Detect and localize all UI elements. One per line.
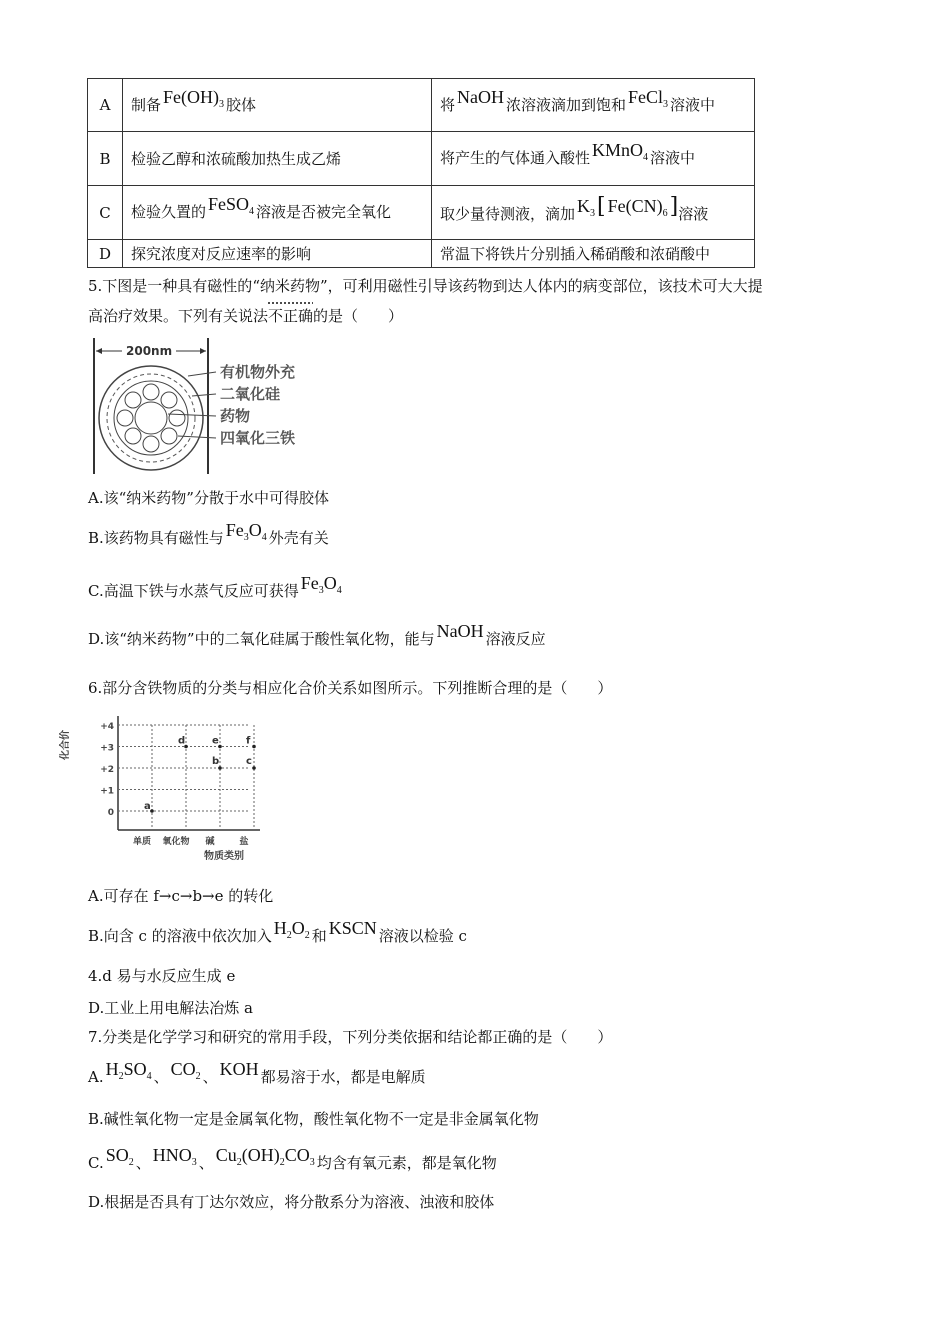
point-label-d: d: [178, 735, 186, 747]
row-operation: 常温下将铁片分别插入稀硝酸和浓硝酸中: [432, 240, 755, 268]
point-c: [252, 766, 256, 770]
row-key: B: [88, 132, 123, 186]
label-organic: 有机物外充: [220, 363, 296, 381]
point-label-f: f: [246, 735, 251, 747]
row-operation: 取少量待测液，滴加 $K_3$[ $Fe(CN)_6$]溶液: [432, 186, 755, 240]
q7-option-d: D.根据是否具有丁达尔效应，将分散系分为溶液、浊液和胶体: [88, 1193, 495, 1211]
q7-stem: 7.分类是化学学习和研究的常用手段，下列分类依据和结论都正确的是（ ）: [88, 1028, 613, 1046]
x-tick-label: 单质: [132, 837, 152, 847]
q5-option-d: D.该“纳米药物”中的二氧化硅属于酸性氧化物，能与 NaOH 溶液反应: [88, 621, 546, 648]
emphasis-dots: 不正确: [268, 307, 314, 325]
row-operation: 将 NaOH 浓溶液滴加到饱和 FeCl$_3$ 溶液中: [432, 79, 755, 132]
q6-stem: 6.部分含铁物质的分类与相应化合价关系如图所示。下列推断合理的是（ ）: [88, 679, 613, 697]
q5-option-c: C.高温下铁与水蒸气反应可获得 $Fe_3O_4$: [88, 573, 342, 600]
row-goal: 探究浓度对反应速率的影响: [123, 240, 432, 268]
label-silica: 二氧化硅: [220, 385, 281, 403]
x-tick-label: 氧化物: [162, 837, 190, 847]
nanoparticle-figure: [88, 334, 318, 478]
q6-option-b: B.向含 c 的溶液中依次加入 $H_2O_2$ 和 KSCN 溶液以检验 c: [88, 918, 467, 945]
q5-option-b: B.该药物具有磁性与 $Fe_3O_4$ 外壳有关: [88, 520, 329, 547]
y-tick-label: 0: [107, 808, 114, 818]
chart-xlabel: 物质类别: [204, 851, 244, 862]
row-key: D: [88, 240, 123, 268]
q7-option-b: B.碱性氧化物一定是金属氧化物，酸性氧化物不一定是非金属氧化物: [88, 1110, 539, 1128]
valence-chart: [60, 708, 268, 868]
y-tick-label: +1: [100, 786, 114, 797]
point-label-e: e: [212, 735, 219, 747]
label-drug: 药物: [220, 407, 251, 425]
y-tick-label: +4: [100, 722, 114, 732]
chart-grid: [118, 716, 260, 830]
q6-option-a: A.可存在 f→c→b→e 的转化: [88, 887, 274, 905]
point-label-b: b: [212, 756, 220, 767]
x-tick-label: 碱: [205, 837, 215, 847]
point-label-c: c: [246, 756, 252, 767]
table-row: [88, 240, 755, 268]
row-operation: 将产生的气体通入酸性 KMnO$_4$ 溶液中: [432, 132, 755, 186]
q7-option-a: A. $H_2SO_4$ 、 $CO_2$ 、 KOH 都易溶于水，都是电解质: [88, 1059, 426, 1086]
table-row: [88, 186, 755, 240]
row-goal: 检验久置的 FeSO$_4$ 溶液是否被完全氧化: [123, 186, 432, 240]
q6-option-c: 4.d 易与水反应生成 e: [88, 967, 236, 985]
point-label-a: a: [144, 801, 151, 812]
table-row: [88, 79, 755, 132]
q5-option-a: A.该“纳米药物”分散于水中可得胶体: [88, 489, 329, 507]
label-fe3o4: 四氧化三铁: [220, 429, 296, 447]
x-tick-label: 盐: [239, 837, 249, 847]
scale-label: 200nm: [126, 344, 173, 358]
point-f: [252, 745, 256, 749]
row-key: C: [88, 186, 123, 240]
q7-option-c: C. $SO_2$ 、 $HNO_3$ 、 $Cu_2(OH)_2CO_3$ 均含有氧元素，都是氧化物: [88, 1145, 497, 1172]
q5-stem-line1: 5.下图是一种具有磁性的“纳米药物”，可利用磁性引导该药物到达人体内的病变部位，该技术可大大提: [88, 277, 763, 295]
row-goal: 检验乙醇和浓硫酸加热生成乙烯: [123, 132, 432, 186]
row-key: A: [88, 79, 123, 132]
q5-stem-line2: 高治疗效果。下列有关说法不正确的是（ ）: [88, 307, 404, 325]
y-tick-label: +2: [100, 765, 114, 775]
row-goal: 制备 $Fe(OH)_3$ 胶体: [123, 79, 432, 132]
experiment-table: [87, 78, 755, 268]
table-row: [88, 132, 755, 186]
y-tick-label: +3: [100, 743, 114, 754]
q6-option-d: D.工业上用电解法冶炼 a: [88, 999, 253, 1017]
chart-ylabel: 化合价: [60, 730, 71, 760]
